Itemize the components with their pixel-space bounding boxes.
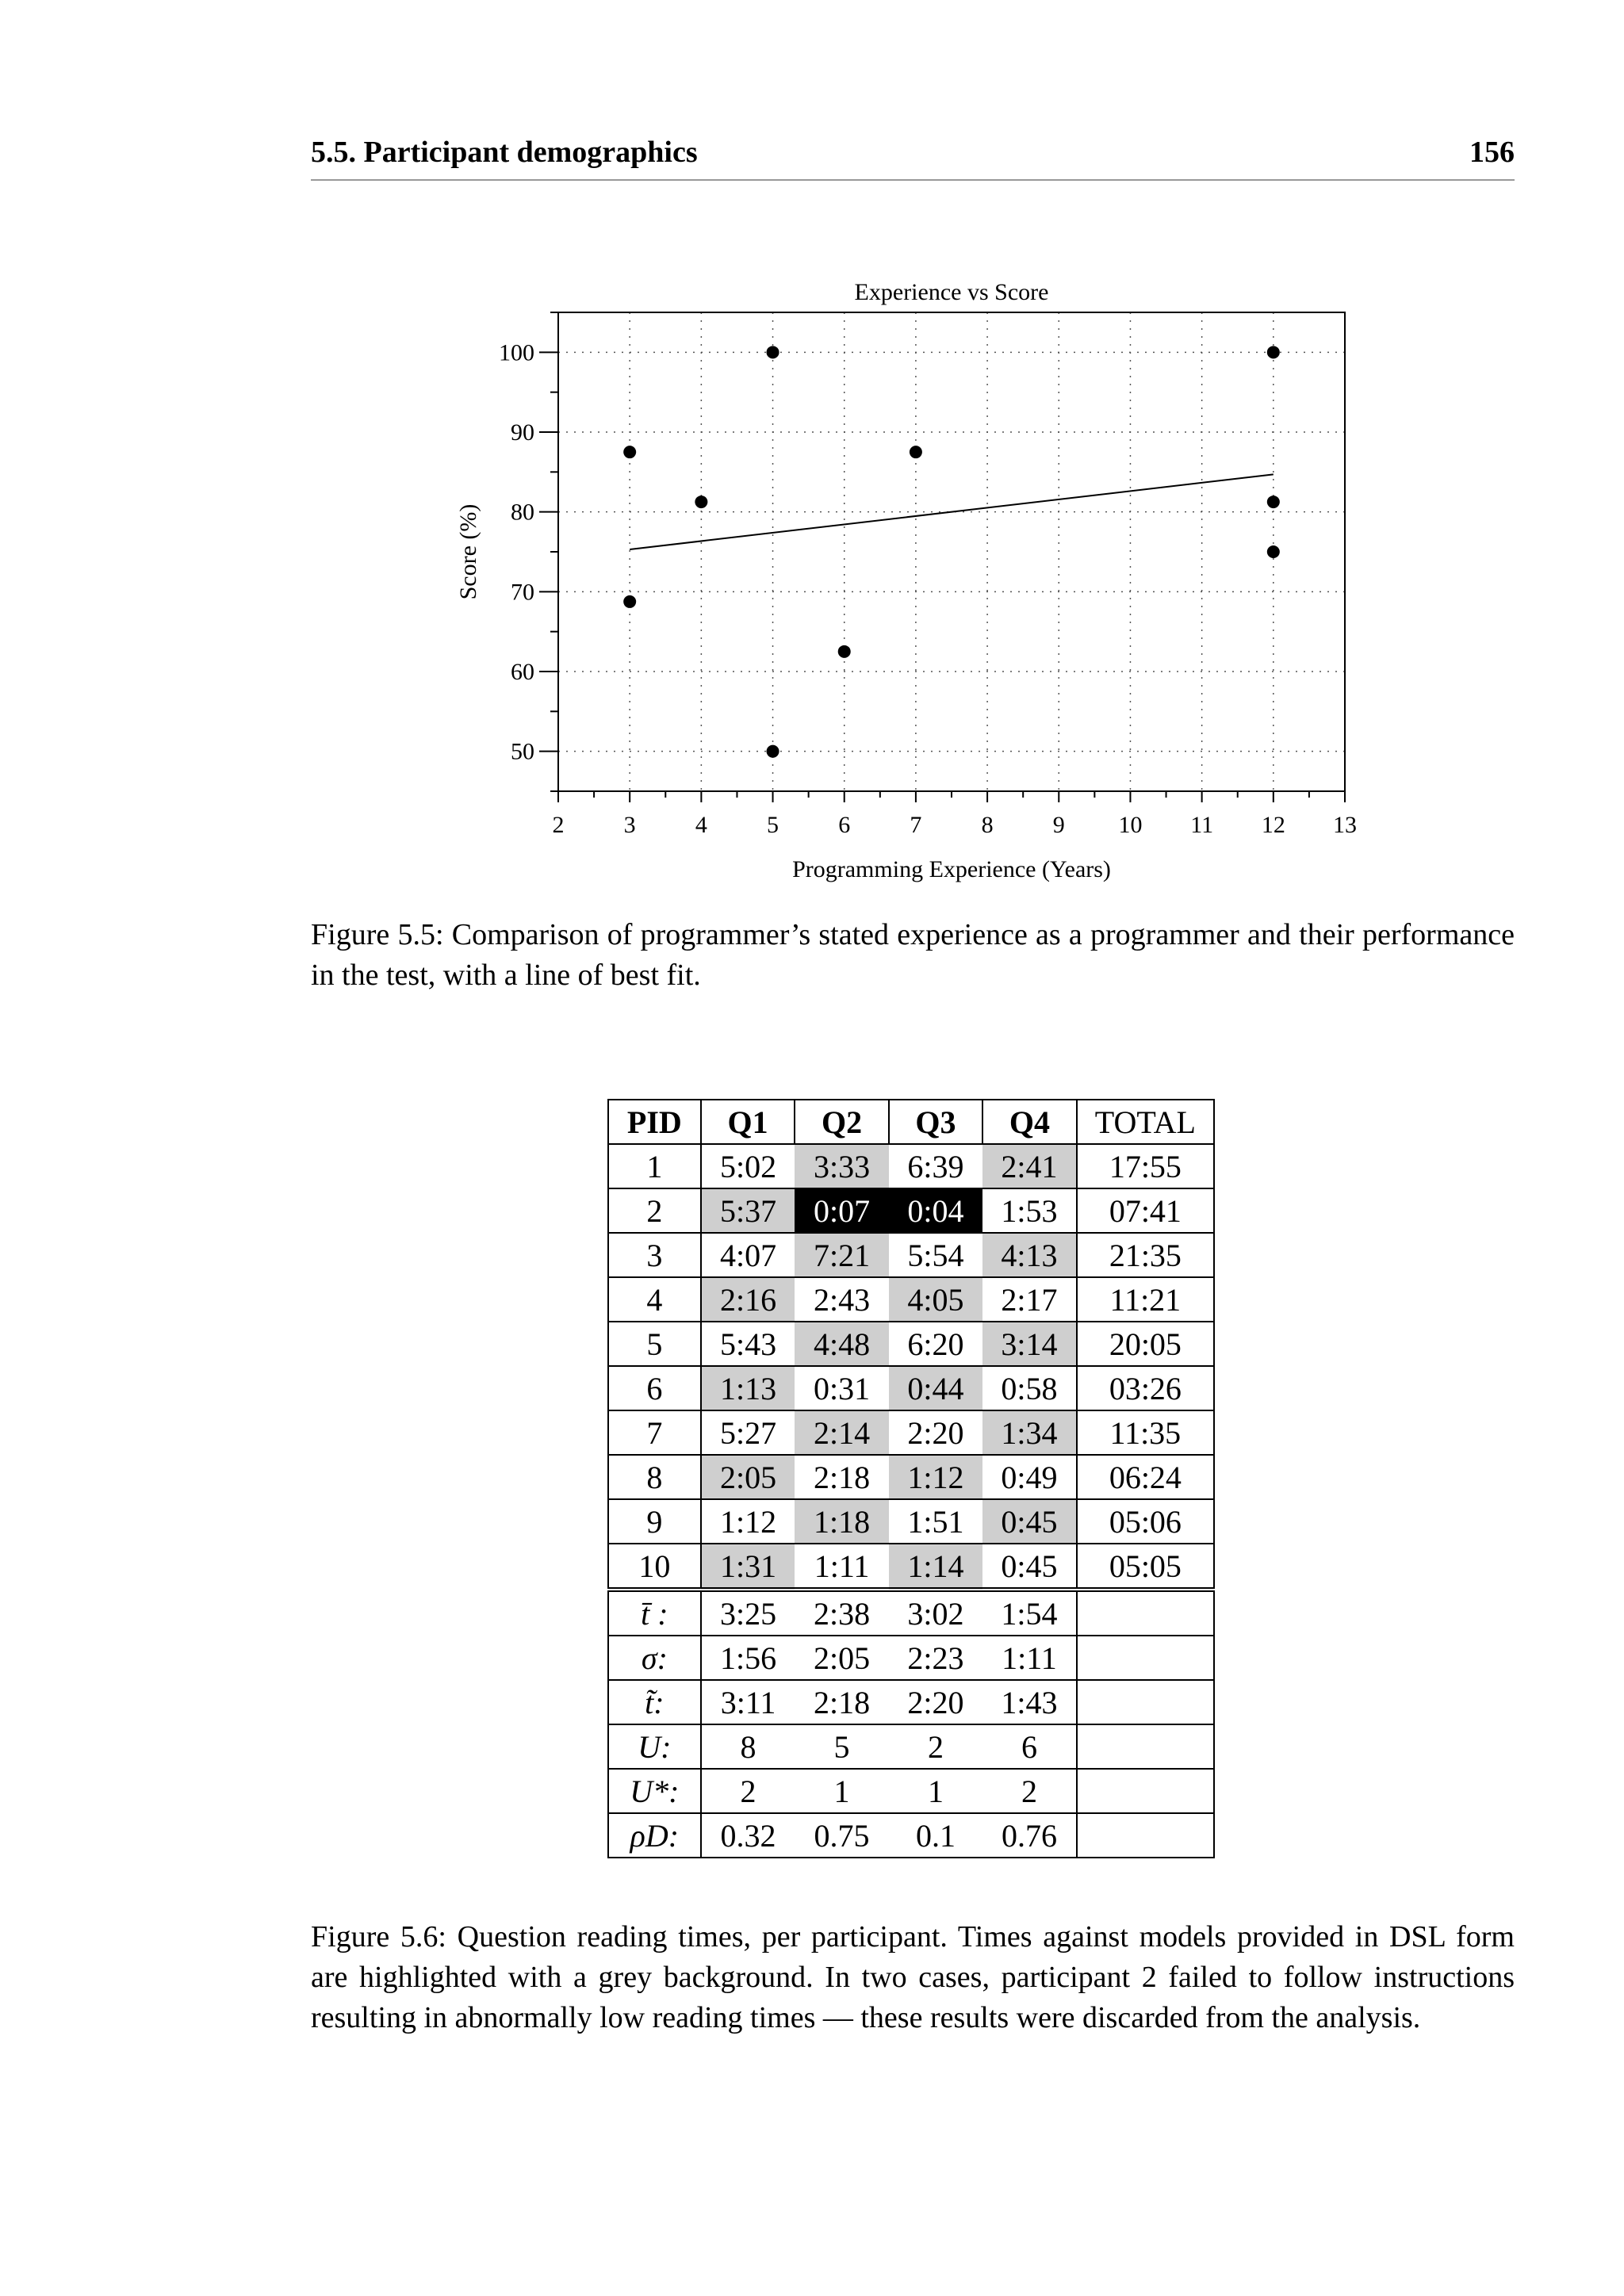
cell-q2: 4:48: [795, 1322, 888, 1366]
table-row: [608, 1144, 1214, 1188]
stat-q2: 5: [795, 1724, 888, 1769]
stat-label: σ:: [608, 1636, 701, 1680]
cell-q3: 4:05: [889, 1277, 982, 1322]
section-title: 5.5. Participant demographics: [311, 136, 698, 169]
data-point: [623, 446, 636, 458]
header-q2: Q2: [795, 1100, 888, 1144]
table-row: [608, 1233, 1214, 1277]
x-tick-label: 7: [910, 812, 922, 838]
cell-q2: 1:11: [795, 1544, 888, 1590]
header-q3: Q3: [889, 1100, 982, 1144]
stat-total-empty: [1077, 1680, 1214, 1724]
cell-pid: 10: [608, 1544, 701, 1590]
cell-q3: 5:54: [889, 1233, 982, 1277]
x-tick-label: 8: [981, 812, 994, 838]
y-axis-label: Score (%): [455, 503, 481, 600]
stat-total-empty: [1077, 1590, 1214, 1636]
cell-q3: 1:14: [889, 1544, 982, 1590]
stats-row-rho: [608, 1813, 1214, 1858]
cell-q2: 1:18: [795, 1499, 888, 1544]
y-tick-label: 100: [499, 339, 534, 366]
header-q1: Q1: [701, 1100, 795, 1144]
cell-q4: 0:45: [982, 1544, 1077, 1590]
table-row: [608, 1455, 1214, 1499]
table-header-row: [608, 1100, 1214, 1144]
x-tick-label: 2: [552, 812, 565, 838]
x-tick-label: 4: [695, 812, 707, 838]
cell-q2: 2:43: [795, 1277, 888, 1322]
plot-frame: [558, 312, 1345, 791]
stat-total-empty: [1077, 1724, 1214, 1769]
x-tick-label: 13: [1333, 812, 1357, 838]
stat-q4: 2: [982, 1769, 1077, 1813]
cell-q2: 0:07: [795, 1188, 888, 1233]
stats-row-u: [608, 1724, 1214, 1769]
y-tick-label: 60: [511, 659, 534, 685]
stat-q3: 2:20: [889, 1680, 982, 1724]
stat-q1: 3:11: [701, 1680, 795, 1724]
cell-q4: 0:45: [982, 1499, 1077, 1544]
stat-q4: 1:11: [982, 1636, 1077, 1680]
data-point: [1267, 545, 1280, 558]
table-row: [608, 1188, 1214, 1233]
cell-q2: 0:31: [795, 1366, 888, 1410]
stat-q1: 0.32: [701, 1813, 795, 1858]
chart-ticks: [499, 312, 1357, 838]
cell-q4: 2:41: [982, 1144, 1077, 1188]
stat-q3: 2: [889, 1724, 982, 1769]
stats-row-mean: [608, 1590, 1214, 1636]
cell-q2: 3:33: [795, 1144, 888, 1188]
stat-q2: 1: [795, 1769, 888, 1813]
stat-label: t̄ :: [608, 1590, 701, 1636]
figure-5-5-caption: Figure 5.5: Comparison of programmer’s stated experience as a programmer and their performance in the test, with a line of best fit.: [311, 918, 1515, 992]
stat-q4: 1:54: [982, 1590, 1077, 1636]
cell-q4: 0:49: [982, 1455, 1077, 1499]
cell-q3: 6:39: [889, 1144, 982, 1188]
stat-q2: 2:38: [795, 1590, 888, 1636]
cell-q3: 2:20: [889, 1410, 982, 1455]
cell-q3: 0:44: [889, 1366, 982, 1410]
stat-label: ρD:: [608, 1813, 701, 1858]
stat-total-empty: [1077, 1636, 1214, 1680]
cell-q3: 1:12: [889, 1455, 982, 1499]
stat-q1: 1:56: [701, 1636, 795, 1680]
cell-q2: 2:14: [795, 1410, 888, 1455]
table-row: [608, 1544, 1214, 1590]
stat-q3: 1: [889, 1769, 982, 1813]
cell-q1: 2:05: [701, 1455, 795, 1499]
cell-q1: 5:27: [701, 1410, 795, 1455]
data-point: [767, 745, 779, 758]
cell-pid: 2: [608, 1188, 701, 1233]
stat-label: U*:: [608, 1769, 701, 1813]
stats-row-ustar: [608, 1769, 1214, 1813]
reading-times-table: [607, 1099, 1215, 1858]
cell-pid: 4: [608, 1277, 701, 1322]
stat-q1: 8: [701, 1724, 795, 1769]
stat-total-empty: [1077, 1813, 1214, 1858]
x-tick-label: 10: [1118, 812, 1143, 838]
stats-row-median: [608, 1680, 1214, 1724]
header-q4: Q4: [982, 1100, 1077, 1144]
stat-q2: 2:05: [795, 1636, 888, 1680]
stat-q4: 0.76: [982, 1813, 1077, 1858]
x-tick-label: 12: [1261, 812, 1285, 838]
cell-total: 06:24: [1077, 1455, 1214, 1499]
data-point: [767, 346, 779, 358]
cell-q3: 6:20: [889, 1322, 982, 1366]
cell-pid: 5: [608, 1322, 701, 1366]
data-point: [910, 446, 922, 458]
cell-total: 11:35: [1077, 1410, 1214, 1455]
cell-q3: 1:51: [889, 1499, 982, 1544]
x-tick-label: 5: [767, 812, 779, 838]
figure-5-6-caption: Figure 5.6: Question reading times, per participant. Times against models provided in DSL form are highlighted with a grey background. In two cases, participant 2 failed to follow instructions resulting in abnormally low reading times — these results were discarded from the analysis.: [311, 1920, 1515, 2034]
table-row: [608, 1277, 1214, 1322]
stat-q4: 6: [982, 1724, 1077, 1769]
chart-title: Experience vs Score: [854, 279, 1049, 305]
y-tick-label: 90: [511, 419, 534, 446]
y-tick-label: 80: [511, 499, 534, 526]
stat-q1: 3:25: [701, 1590, 795, 1636]
header-pid: PID: [608, 1100, 701, 1144]
cell-q1: 2:16: [701, 1277, 795, 1322]
cell-total: 17:55: [1077, 1144, 1214, 1188]
cell-total: 05:06: [1077, 1499, 1214, 1544]
cell-pid: 1: [608, 1144, 701, 1188]
data-point: [623, 595, 636, 608]
cell-total: 11:21: [1077, 1277, 1214, 1322]
stat-q2: 0.75: [795, 1813, 888, 1858]
cell-q1: 5:02: [701, 1144, 795, 1188]
cell-pid: 9: [608, 1499, 701, 1544]
cell-q4: 2:17: [982, 1277, 1077, 1322]
table-row: [608, 1322, 1214, 1366]
cell-q1: 5:43: [701, 1322, 795, 1366]
cell-q4: 1:53: [982, 1188, 1077, 1233]
x-tick-label: 11: [1190, 812, 1214, 838]
cell-q1: 5:37: [701, 1188, 795, 1233]
cell-total: 05:05: [1077, 1544, 1214, 1590]
data-point: [695, 496, 707, 508]
data-point: [1267, 496, 1280, 508]
y-tick-label: 70: [511, 579, 534, 606]
y-tick-label: 50: [511, 738, 534, 765]
cell-pid: 6: [608, 1366, 701, 1410]
cell-q1: 1:13: [701, 1366, 795, 1410]
cell-q4: 3:14: [982, 1322, 1077, 1366]
cell-q3: 0:04: [889, 1188, 982, 1233]
stat-q3: 2:23: [889, 1636, 982, 1680]
cell-q2: 7:21: [795, 1233, 888, 1277]
stat-label: t̃:: [608, 1680, 701, 1724]
chart-points: [623, 346, 1280, 757]
data-point: [1267, 346, 1280, 358]
scatter-chart: [0, 0, 1624, 904]
stat-label: U:: [608, 1724, 701, 1769]
chart-grid: [558, 312, 1345, 791]
stat-q3: 3:02: [889, 1590, 982, 1636]
cell-pid: 3: [608, 1233, 701, 1277]
x-tick-label: 6: [838, 812, 851, 838]
stats-row-stddev: [608, 1636, 1214, 1680]
cell-total: 03:26: [1077, 1366, 1214, 1410]
table-row: [608, 1366, 1214, 1410]
table-row: [608, 1499, 1214, 1544]
header-total: TOTAL: [1077, 1100, 1214, 1144]
x-tick-label: 3: [623, 812, 636, 838]
stat-q3: 0.1: [889, 1813, 982, 1858]
cell-pid: 8: [608, 1455, 701, 1499]
cell-q1: 1:31: [701, 1544, 795, 1590]
x-axis-label: Programming Experience (Years): [792, 856, 1111, 882]
stat-q2: 2:18: [795, 1680, 888, 1724]
x-tick-label: 9: [1052, 812, 1065, 838]
data-point: [838, 645, 851, 658]
cell-total: 20:05: [1077, 1322, 1214, 1366]
table-row: [608, 1410, 1214, 1455]
cell-q4: 4:13: [982, 1233, 1077, 1277]
stat-q4: 1:43: [982, 1680, 1077, 1724]
cell-total: 07:41: [1077, 1188, 1214, 1233]
page-number: 156: [1469, 136, 1515, 169]
stat-total-empty: [1077, 1769, 1214, 1813]
cell-q2: 2:18: [795, 1455, 888, 1499]
cell-pid: 7: [608, 1410, 701, 1455]
cell-q4: 0:58: [982, 1366, 1077, 1410]
stat-q1: 2: [701, 1769, 795, 1813]
cell-q4: 1:34: [982, 1410, 1077, 1455]
cell-q1: 4:07: [701, 1233, 795, 1277]
cell-total: 21:35: [1077, 1233, 1214, 1277]
cell-q1: 1:12: [701, 1499, 795, 1544]
